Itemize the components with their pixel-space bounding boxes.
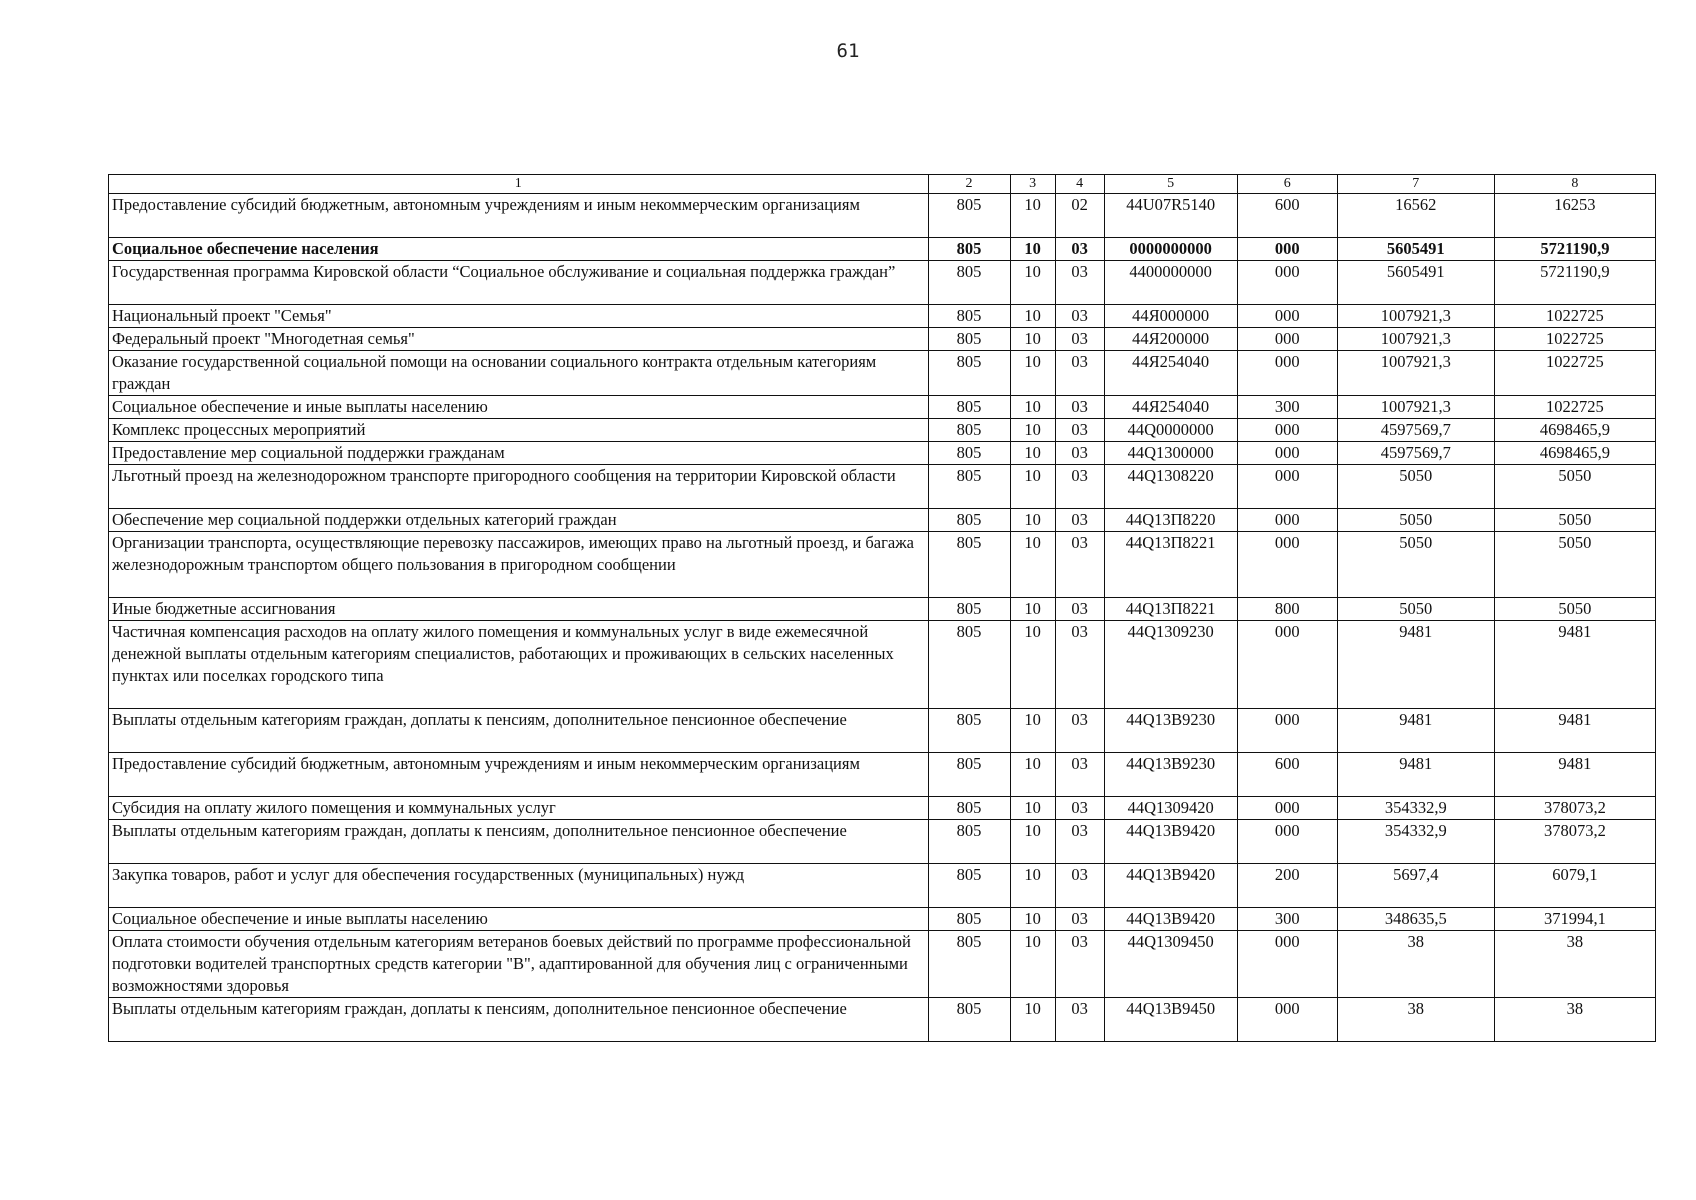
row-target-article: 44Q13B9230 [1104, 753, 1237, 797]
row-subsection: 03 [1055, 328, 1104, 351]
row-subsection: 03 [1055, 419, 1104, 442]
row-code-chapter: 805 [928, 753, 1010, 797]
row-amount-8: 1022725 [1494, 351, 1655, 396]
row-expense-type: 000 [1237, 998, 1337, 1042]
row-amount-7: 5605491 [1337, 238, 1494, 261]
row-target-article: 44Q13B9450 [1104, 998, 1237, 1042]
row-target-article: 44Q13B9420 [1104, 864, 1237, 908]
table-row [109, 820, 1656, 864]
row-amount-7: 348635,5 [1337, 908, 1494, 931]
row-amount-7: 354332,9 [1337, 797, 1494, 820]
row-amount-8: 16253 [1494, 194, 1655, 238]
row-subsection: 03 [1055, 305, 1104, 328]
budget-table [108, 174, 1656, 1042]
row-amount-8: 5050 [1494, 532, 1655, 598]
row-amount-8: 5050 [1494, 509, 1655, 532]
row-expense-type: 300 [1237, 396, 1337, 419]
row-section: 10 [1010, 908, 1055, 931]
row-expense-type: 000 [1237, 465, 1337, 509]
row-section: 10 [1010, 532, 1055, 598]
row-subsection: 03 [1055, 532, 1104, 598]
row-amount-8: 371994,1 [1494, 908, 1655, 931]
row-expense-type: 000 [1237, 419, 1337, 442]
row-section: 10 [1010, 194, 1055, 238]
row-amount-7: 9481 [1337, 753, 1494, 797]
row-section: 10 [1010, 931, 1055, 998]
row-section: 10 [1010, 753, 1055, 797]
row-target-article: 44Q1308220 [1104, 465, 1237, 509]
row-name: Социальное обеспечение и иные выплаты населению [109, 908, 929, 931]
row-subsection: 02 [1055, 194, 1104, 238]
row-name: Государственная программа Кировской области “Социальное обслуживание и социальная поддержка граждан” [109, 261, 929, 305]
row-section: 10 [1010, 820, 1055, 864]
row-name: Национальный проект "Семья" [109, 305, 929, 328]
row-amount-8: 9481 [1494, 621, 1655, 709]
row-section: 10 [1010, 621, 1055, 709]
row-code-chapter: 805 [928, 820, 1010, 864]
table-row [109, 797, 1656, 820]
row-amount-7: 5050 [1337, 532, 1494, 598]
row-expense-type: 000 [1237, 931, 1337, 998]
table-row [109, 328, 1656, 351]
row-amount-7: 38 [1337, 931, 1494, 998]
row-code-chapter: 805 [928, 465, 1010, 509]
row-subsection: 03 [1055, 442, 1104, 465]
row-subsection: 03 [1055, 820, 1104, 864]
row-target-article: 44Я254040 [1104, 351, 1237, 396]
row-code-chapter: 805 [928, 709, 1010, 753]
table-row [109, 419, 1656, 442]
row-amount-7: 5605491 [1337, 261, 1494, 305]
table-row [109, 465, 1656, 509]
row-amount-7: 5697,4 [1337, 864, 1494, 908]
row-code-chapter: 805 [928, 238, 1010, 261]
row-amount-8: 378073,2 [1494, 820, 1655, 864]
row-amount-8: 1022725 [1494, 396, 1655, 419]
row-expense-type: 000 [1237, 797, 1337, 820]
row-subsection: 03 [1055, 621, 1104, 709]
row-expense-type: 800 [1237, 598, 1337, 621]
row-target-article: 44Q1300000 [1104, 442, 1237, 465]
table-body [109, 194, 1656, 1042]
row-name: Частичная компенсация расходов на оплату жилого помещения и коммунальных услуг в виде ежемесячной денежной выплаты отдельным категориям специалистов, работающих и проживающих в сельских населенных пунктах или поселках городского типа [109, 621, 929, 709]
table-row [109, 931, 1656, 998]
row-name: Выплаты отдельным категориям граждан, доплаты к пенсиям, дополнительное пенсионное обеспечение [109, 820, 929, 864]
row-name: Иные бюджетные ассигнования [109, 598, 929, 621]
row-amount-8: 5050 [1494, 465, 1655, 509]
row-expense-type: 000 [1237, 351, 1337, 396]
row-target-article: 0000000000 [1104, 238, 1237, 261]
table-row [109, 908, 1656, 931]
row-amount-7: 5050 [1337, 598, 1494, 621]
row-section: 10 [1010, 509, 1055, 532]
row-subsection: 03 [1055, 351, 1104, 396]
row-amount-8: 38 [1494, 998, 1655, 1042]
table-row [109, 621, 1656, 709]
row-subsection: 03 [1055, 908, 1104, 931]
row-expense-type: 200 [1237, 864, 1337, 908]
row-subsection: 03 [1055, 709, 1104, 753]
row-code-chapter: 805 [928, 194, 1010, 238]
row-amount-8: 1022725 [1494, 305, 1655, 328]
row-amount-7: 4597569,7 [1337, 442, 1494, 465]
table-row [109, 509, 1656, 532]
row-target-article: 44Q13B9230 [1104, 709, 1237, 753]
table-row [109, 305, 1656, 328]
row-section: 10 [1010, 998, 1055, 1042]
row-amount-7: 9481 [1337, 709, 1494, 753]
row-name: Закупка товаров, работ и услуг для обеспечения государственных (муниципальных) нужд [109, 864, 929, 908]
row-amount-7: 16562 [1337, 194, 1494, 238]
row-subsection: 03 [1055, 931, 1104, 998]
column-header: 3 [1010, 175, 1055, 194]
row-expense-type: 600 [1237, 753, 1337, 797]
row-code-chapter: 805 [928, 442, 1010, 465]
row-name: Предоставление мер социальной поддержки гражданам [109, 442, 929, 465]
row-name: Субсидия на оплату жилого помещения и коммунальных услуг [109, 797, 929, 820]
row-target-article: 44Q1309420 [1104, 797, 1237, 820]
row-name: Социальное обеспечение и иные выплаты населению [109, 396, 929, 419]
row-target-article: 44Q1309230 [1104, 621, 1237, 709]
row-section: 10 [1010, 598, 1055, 621]
row-expense-type: 600 [1237, 194, 1337, 238]
row-name: Федеральный проект "Многодетная семья" [109, 328, 929, 351]
row-section: 10 [1010, 238, 1055, 261]
row-amount-7: 354332,9 [1337, 820, 1494, 864]
row-subsection: 03 [1055, 797, 1104, 820]
row-name: Предоставление субсидий бюджетным, автономным учреждениям и иным некоммерческим организациям [109, 194, 929, 238]
row-code-chapter: 805 [928, 797, 1010, 820]
row-expense-type: 000 [1237, 328, 1337, 351]
table-row [109, 238, 1656, 261]
row-amount-7: 5050 [1337, 509, 1494, 532]
column-header: 6 [1237, 175, 1337, 194]
row-amount-7: 1007921,3 [1337, 305, 1494, 328]
row-expense-type: 000 [1237, 532, 1337, 598]
row-target-article: 44Q13B9420 [1104, 908, 1237, 931]
row-section: 10 [1010, 261, 1055, 305]
row-subsection: 03 [1055, 396, 1104, 419]
row-subsection: 03 [1055, 261, 1104, 305]
row-subsection: 03 [1055, 509, 1104, 532]
row-subsection: 03 [1055, 864, 1104, 908]
row-subsection: 03 [1055, 598, 1104, 621]
row-code-chapter: 805 [928, 998, 1010, 1042]
row-target-article: 44Q13П8221 [1104, 598, 1237, 621]
row-code-chapter: 805 [928, 261, 1010, 305]
column-header: 7 [1337, 175, 1494, 194]
row-amount-8: 1022725 [1494, 328, 1655, 351]
row-code-chapter: 805 [928, 532, 1010, 598]
row-name: Выплаты отдельным категориям граждан, доплаты к пенсиям, дополнительное пенсионное обеспечение [109, 709, 929, 753]
column-header: 5 [1104, 175, 1237, 194]
row-expense-type: 300 [1237, 908, 1337, 931]
row-expense-type: 000 [1237, 621, 1337, 709]
row-amount-7: 38 [1337, 998, 1494, 1042]
row-name: Оказание государственной социальной помощи на основании социального контракта отдельным категориям граждан [109, 351, 929, 396]
row-expense-type: 000 [1237, 305, 1337, 328]
table-row [109, 998, 1656, 1042]
row-code-chapter: 805 [928, 328, 1010, 351]
row-section: 10 [1010, 305, 1055, 328]
row-section: 10 [1010, 419, 1055, 442]
row-target-article: 44Q13П8220 [1104, 509, 1237, 532]
row-amount-7: 1007921,3 [1337, 351, 1494, 396]
table-row [109, 753, 1656, 797]
table-row [109, 351, 1656, 396]
row-target-article: 44Q1309450 [1104, 931, 1237, 998]
row-section: 10 [1010, 351, 1055, 396]
row-amount-7: 4597569,7 [1337, 419, 1494, 442]
row-amount-7: 9481 [1337, 621, 1494, 709]
row-subsection: 03 [1055, 998, 1104, 1042]
row-name: Выплаты отдельным категориям граждан, доплаты к пенсиям, дополнительное пенсионное обеспечение [109, 998, 929, 1042]
row-amount-8: 4698465,9 [1494, 442, 1655, 465]
row-amount-8: 4698465,9 [1494, 419, 1655, 442]
row-amount-7: 1007921,3 [1337, 328, 1494, 351]
row-code-chapter: 805 [928, 305, 1010, 328]
row-target-article: 44Q13B9420 [1104, 820, 1237, 864]
row-code-chapter: 805 [928, 864, 1010, 908]
row-target-article: 44Я200000 [1104, 328, 1237, 351]
row-expense-type: 000 [1237, 820, 1337, 864]
row-amount-7: 1007921,3 [1337, 396, 1494, 419]
column-header: 1 [109, 175, 929, 194]
table-header-row [109, 175, 1656, 194]
row-name: Льготный проезд на железнодорожном транспорте пригородного сообщения на территории Кировской области [109, 465, 929, 509]
column-header: 4 [1055, 175, 1104, 194]
row-name: Организации транспорта, осуществляющие перевозку пассажиров, имеющих право на льготный проезд, и багажа железнодорожным транспортом общего пользования в пригородном сообщении [109, 532, 929, 598]
row-expense-type: 000 [1237, 709, 1337, 753]
row-target-article: 44Q13П8221 [1104, 532, 1237, 598]
row-amount-8: 5050 [1494, 598, 1655, 621]
row-name: Обеспечение мер социальной поддержки отдельных категорий граждан [109, 509, 929, 532]
row-section: 10 [1010, 709, 1055, 753]
row-code-chapter: 805 [928, 419, 1010, 442]
row-name: Оплата стоимости обучения отдельным категориям ветеранов боевых действий по программе профессиональной подготовки водителей транспортных средств категории "В", адаптированной для обучения лиц с ограниченными возможностями здоровья [109, 931, 929, 998]
row-section: 10 [1010, 465, 1055, 509]
row-amount-8: 9481 [1494, 709, 1655, 753]
column-header: 8 [1494, 175, 1655, 194]
row-expense-type: 000 [1237, 238, 1337, 261]
row-expense-type: 000 [1237, 261, 1337, 305]
row-amount-7: 5050 [1337, 465, 1494, 509]
row-code-chapter: 805 [928, 509, 1010, 532]
page-number: 61 [836, 40, 860, 62]
table-row [109, 598, 1656, 621]
row-subsection: 03 [1055, 753, 1104, 797]
row-amount-8: 5721190,9 [1494, 238, 1655, 261]
row-code-chapter: 805 [928, 621, 1010, 709]
row-target-article: 4400000000 [1104, 261, 1237, 305]
row-section: 10 [1010, 797, 1055, 820]
row-amount-8: 6079,1 [1494, 864, 1655, 908]
row-target-article: 44Q0000000 [1104, 419, 1237, 442]
row-section: 10 [1010, 442, 1055, 465]
column-header: 2 [928, 175, 1010, 194]
row-subsection: 03 [1055, 238, 1104, 261]
row-code-chapter: 805 [928, 351, 1010, 396]
row-code-chapter: 805 [928, 396, 1010, 419]
table-row [109, 396, 1656, 419]
row-code-chapter: 805 [928, 908, 1010, 931]
row-expense-type: 000 [1237, 442, 1337, 465]
row-section: 10 [1010, 328, 1055, 351]
table-row [109, 709, 1656, 753]
table-row [109, 864, 1656, 908]
table-row [109, 261, 1656, 305]
row-expense-type: 000 [1237, 509, 1337, 532]
row-amount-8: 38 [1494, 931, 1655, 998]
row-name: Комплекс процессных мероприятий [109, 419, 929, 442]
row-name: Социальное обеспечение населения [109, 238, 929, 261]
row-name: Предоставление субсидий бюджетным, автономным учреждениям и иным некоммерческим организациям [109, 753, 929, 797]
row-code-chapter: 805 [928, 931, 1010, 998]
row-amount-8: 5721190,9 [1494, 261, 1655, 305]
row-section: 10 [1010, 864, 1055, 908]
row-code-chapter: 805 [928, 598, 1010, 621]
row-amount-8: 9481 [1494, 753, 1655, 797]
row-section: 10 [1010, 396, 1055, 419]
row-amount-8: 378073,2 [1494, 797, 1655, 820]
row-target-article: 44U07R5140 [1104, 194, 1237, 238]
table-row [109, 194, 1656, 238]
table-row [109, 442, 1656, 465]
row-subsection: 03 [1055, 465, 1104, 509]
table-row [109, 532, 1656, 598]
row-target-article: 44Я000000 [1104, 305, 1237, 328]
row-target-article: 44Я254040 [1104, 396, 1237, 419]
